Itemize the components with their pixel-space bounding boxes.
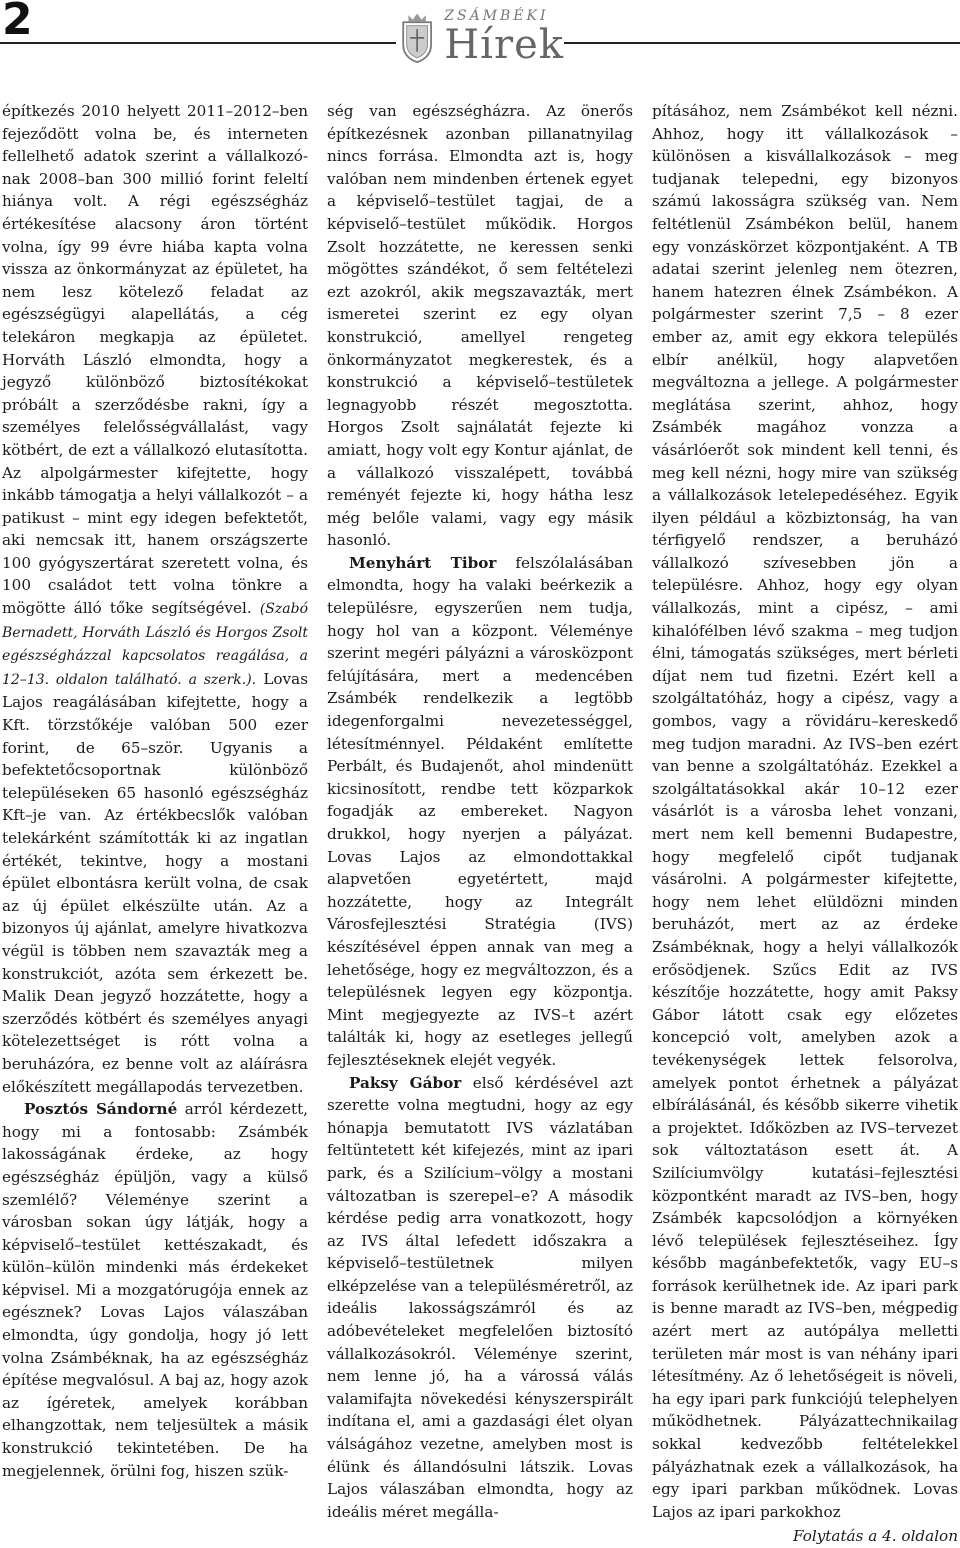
masthead-top-text: ZSÁMBÉKI [444, 8, 549, 24]
paragraph [327, 100, 633, 552]
column-3 [652, 100, 958, 1548]
masthead-logo [396, 2, 564, 72]
article-columns [0, 100, 960, 1546]
speaker-name: Paksy Gábor [349, 1073, 462, 1092]
paragraph-text: felszólalásában elmondta, hogy ha valaki beérkezik a településre, egyszerűen nem tudja, hogy hol van a központ. Véleménye szerint megéri pályázni a városközpont felújítására, mert a medencében Zsámbék rendelkezik a legtöbb idegenforgalmi nevezetességgel, létesítménnyel. Példaként említette Perbált, és Budajenőt, ahol mindenütt kicsinosított, rendbe tett közparkok fogadják az embereket. Nagyon drukkol, hogy nyerjen a pályázat. Lovas Lajos az elmondottakkal alapvetően egyetértett, majd hozzátette, hogy az Integrált Városfejlesztési Stratégia (IVS) készítésével éppen annak van meg a lehetősége, hogy ez megváltozzon, és a településnek legyen egy központja. Mint megjegyezte az IVS–t azért találták ki, hogy az esetleges jellegű fejlesztéseknek elejét vegyék. [327, 553, 633, 1069]
paragraph [2, 100, 308, 1098]
paragraph [327, 552, 633, 1072]
paragraph [2, 1098, 308, 1482]
paragraph-text: pításához, nem Zsámbékot kell nézni. Ahhoz, hogy itt vállalkozások – különösen a kisvállalkozások – meg tudjanak telepedni, egy bizonyos számú lakosságra szükség van. Nem feltétlenül Zsámbékon belül, hanem egy vonzáskörzet központjaként. A TB adatai szerint jelenleg nem ötezren, hanem hatezren élnek Zsámbékon. A polgármester szerint 7,5 – 8 ezer ember az, amit egy ekkora település elbír anélkül, hogy alapvetően megváltozna a jellege. A polgármester meglátása szerint, ahhoz, hogy Zsámbék magához vonzza a vásárlóerőt sok mindent kell tenni, és meg kell nézni, hogy mire van szükség a vállalkozások letelepedéséhez. Egyik ilyen például a közbiztonság, ha van térfigyelő rendszer, a beruházó vállalkozó szívesebben jön a településre. Ahhoz, hogy egy olyan vállalkozás, mint a cipész, – ami kihalófélben lévő szakma – meg tudjon élni, támogatás szükséges, mert bérleti díjat nem tud fizetni. Ezért kell a szolgáltatóház, hogy a cipész, vagy a gombos, vagy a rövidáru–kereskedő meg tudjon maradni. Az IVS–ben ezért van benne a szolgáltatóház. Ezekkel a szolgáltatásokkal akár 10–12 ezer vásárlót is a városba lehet vonzani, mert nem kell bemenni Budapestre, hogy megfelelő cipőt tudjanak vásárolni. A polgármester kifejtette, hogy nem lehet elüldözni minden beruházót, mert az az érdeke Zsámbéknak, hogy a helyi vállalkozók erősödjenek. Szűcs Edit az IVS készítője hozzátette, hogy amit Paksy Gábor látott csak egy előzetes koncepció volt, amelyben azok a tevékenységek lettek felsorolva, amelyek pontot érhetnek a pályázat elbírálásánál, és később sikerre vihetik a projektet. Időközben az IVS–tervezet sok változtatáson esett át. A Szilíciumvölgy kutatási–fejlesztési központként maradt az IVS–ben, hogy Zsámbék kapcsolódjon a környéken lévő települések fejlesztéseihez. Így később magánbefektetők, vagy EU–s források kerülhetnek ide. Az ipari park is benne maradt az IVS–ben, mégpedig azért mert az autópálya melletti területen már most is van néhány ipari létesítmény. Az ő lehetőségeit is növeli, ha egy ipari park funkciójú telephelyen működhetnek. Pályázattechnikailag sokkal kedvezőbb feltételekkel pályázhatnak ezek a vállalkozások, ha egy ipari parkban működnek. Lovas Lajos az ipari parkokhoz [652, 102, 958, 1521]
column-2 [327, 100, 633, 1523]
speaker-name: Posztós Sándorné [24, 1100, 178, 1119]
coat-of-arms-icon [398, 6, 436, 68]
speaker-name: Menyhárt Tibor [349, 553, 497, 572]
paragraph-text: építkezés 2010 helyett 2011–2012–ben fejeződött volna be, és interneten fellelhető adatok szerint a vállalkozó-nak 2008–ban 300 millió forint feleltí hiánya volt. A régi egészségház értékesítése alacsony áron történt volna, így 99 évre hiába kapta volna vissza az önkormányzat az épületet, ha nem lesz kötelező feladat az egészségügyi alapellátás, a cég telekáron megkapja az épületet. Horváth László elmondta, hogy a jegyző különböző biztosítékokat próbált a szerződésbe rakni, így a személyes felelősségvállalást, vagy kötbért, de ezt a vállalkozó elutasította. Az alpolgármester kifejtette, hogy inkább támogatja a helyi vállalkozót – a patikust – mint egy idegen befektetőt, aki nemcsak itt, hanem országszerte 100 gyógyszertárat szeretett volna, és 100 családot tett volna tönkre a mögötte álló tőke segítségével. [2, 102, 308, 618]
paragraph-text: ség van egészségházra. Az önerős építkezésnek azonban pillanatnyilag nincs forrása. Elmondta azt is, hogy valóban nem mindenben értenek egyet a képviselő–testület tagjai, de a képviselő–testület működik. Horgos Zsolt hozzátette, ne keressen senki mögöttes szándékot, ő sem feltételezi ezt azokról, akik megszavazták, mert ismeretei szerint ez egy olyan konstrukció, amellyel rengeteg önkormányzatot megkerestek, és a konstrukció a képviselő–testületek legnagyobb részét megosztotta. Horgos Zsolt sajnálatát fejezte ki amiatt, hogy volt egy Kontur ajánlat, de a vállalkozó visszalépett, továbbá reményét fejezte ki, hogy hátha lesz még belőle valami, vagy egy másik hasonló. [327, 102, 633, 550]
paragraph [652, 100, 958, 1523]
paragraph-text: Lovas Lajos reagálásában kifejtette, hogy a Kft. törzstőkéje valóban 500 ezer forint, de 65–ször. Ugyanis a befektetőcsoportnak különböző településeken 65 hasonló egészségház Kft–je van. Az értékbecslők valóban telekárként számították ki az ingatlan értékét, tekintve, hogy a mostani épület elbontásra került volna, de csak az új épület elkészülte után. Az a bizonyos új ajánlat, amelyre hivatkozva végül is többen nem szavazták meg a konstrukciót, azóta sem érkezett be. Malik Dean jegyző hozzátette, hogy a szerződés kötbért és személyes anyagi kötelezettséget is rótt volna a beruházóra, ez benne volt az aláírásra előkészített megállapodás tervezetben. [2, 669, 308, 1096]
editor-note: (Szabó Bernadett, Horváth László és Horgos Zsolt egészségházzal kapcsolatos reagálása, a 12–13. oldalon található. a szerk.). [2, 601, 308, 688]
column-1 [2, 100, 308, 1482]
paragraph [327, 1072, 633, 1524]
paragraph-text: arról kérdezett, hogy mi a fontosabb: Zsámbék lakosságának érdeke, az hogy egészségház épüljön, vagy a külső szemlélő? Véleménye szerint a városban sokan úgy látják, hogy a képviselő–testület kettészakadt, és külön–külön mindenki más érdekeket képvisel. Mi a mozgatórugója ennek az egésznek? Lovas Lajos válaszában elmondta, úgy gondolja, hogy jó lett volna Zsámbéknak, ha az egészségház építése megvalósul. A baj az, hogy azok az ígéretek, amelyek korábban elhangzottak, nem teljesültek a másik konstrukció tekintetében. De ha megjelennek, örülni fog, hiszen szük- [2, 1100, 308, 1480]
page-number: 2 [2, 0, 33, 45]
continued-link[interactable]: Folytatás a 4. oldalon [793, 1527, 958, 1546]
paragraph-text: első kérdésével azt szerette volna megtudni, hogy az egy hónapja bemutatott IVS vázlatában feltüntetett két kifejezés, mint az ipari park, és a Szilícium–völgy a mostani változatban is szerepel–e? A második kérdése pedig arra vonatkozott, hogy az IVS által lefedett időszakra a képviselő–testületnek milyen elképzelése van a településméretről, az ideális lakosságszámról és az adóbevételeket megfelelően biztosító vállalkozásokról. Véleménye szerint, nem lenne jó, ha a várossá válás valamifajta növekedési kényszerspirált indítana el, ami a gazdasági élet olyan válságához vezetne, amelyben most is élünk és állandósulni látszik. Lovas Lajos válaszában elmondta, hogy az ideális méret megálla- [327, 1073, 633, 1521]
masthead-title: Hírek [444, 22, 564, 68]
